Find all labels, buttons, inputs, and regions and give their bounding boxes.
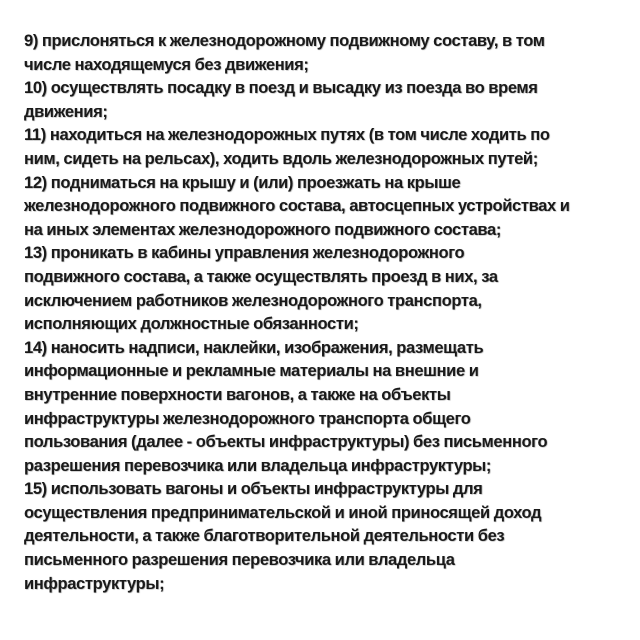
rule-item-15 [24,478,626,596]
rule-line: исполняющих должностные обязанности; [24,315,359,334]
rule-line: пользования (далее - объекты инфраструктуры) без письменного [24,433,548,452]
rule-line: 15) использовать вагоны и объекты инфраструктуры для [24,480,483,499]
rule-item-12 [24,172,626,243]
rule-line: информационные и рекламные материалы на внешние и [24,362,479,381]
rule-line: железнодорожного подвижного состава, автосцепных устройствах и [24,197,570,216]
rule-line: осуществления предпринимательской и иной приносящей доход [24,503,542,522]
rule-line: ним, сидеть на рельсах), ходить вдоль железнодорожных путей; [24,149,538,168]
rule-line: письменного разрешения перевозчика или владельца [24,551,455,570]
rule-line: 14) наносить надписи, наклейки, изображения, размещать [24,338,484,357]
rule-line: 13) проникать в кабины управления железнодорожного [24,244,465,263]
rule-item-10 [24,77,626,124]
rule-line: внутренние поверхности вагонов, а также на объекты [24,385,451,404]
rule-item-14 [24,337,626,479]
rule-line: инфраструктуры железнодорожного транспорта общего [24,409,471,428]
rule-item-13 [24,242,626,336]
rule-line: деятельности, а также благотворительной деятельности без [24,527,505,546]
rule-line: на иных элементах железнодорожного подвижного состава; [24,220,501,239]
rule-item-9 [24,30,626,77]
rule-line: 11) находиться на железнодорожных путях (в том числе ходить по [24,126,550,145]
rule-line: подвижного состава, а также осуществлять проезд в них, за [24,267,498,286]
rule-line: движения; [24,102,108,121]
rule-line: исключением работников железнодорожного транспорта, [24,291,482,310]
rule-line: 12) подниматься на крышу и (или) проезжать на крыше [24,173,461,192]
rule-line: разрешения перевозчика или владельца инфраструктуры; [24,456,492,475]
rules-list [24,30,626,596]
rule-line: числе находящемуся без движения; [24,55,309,74]
rule-item-11 [24,124,626,171]
rule-line: 9) прислоняться к железнодорожному подвижному составу, в том [24,32,545,50]
rule-line: 10) осуществлять посадку в поезд и высадку из поезда во время [24,79,538,98]
rule-line: инфраструктуры; [24,574,165,593]
